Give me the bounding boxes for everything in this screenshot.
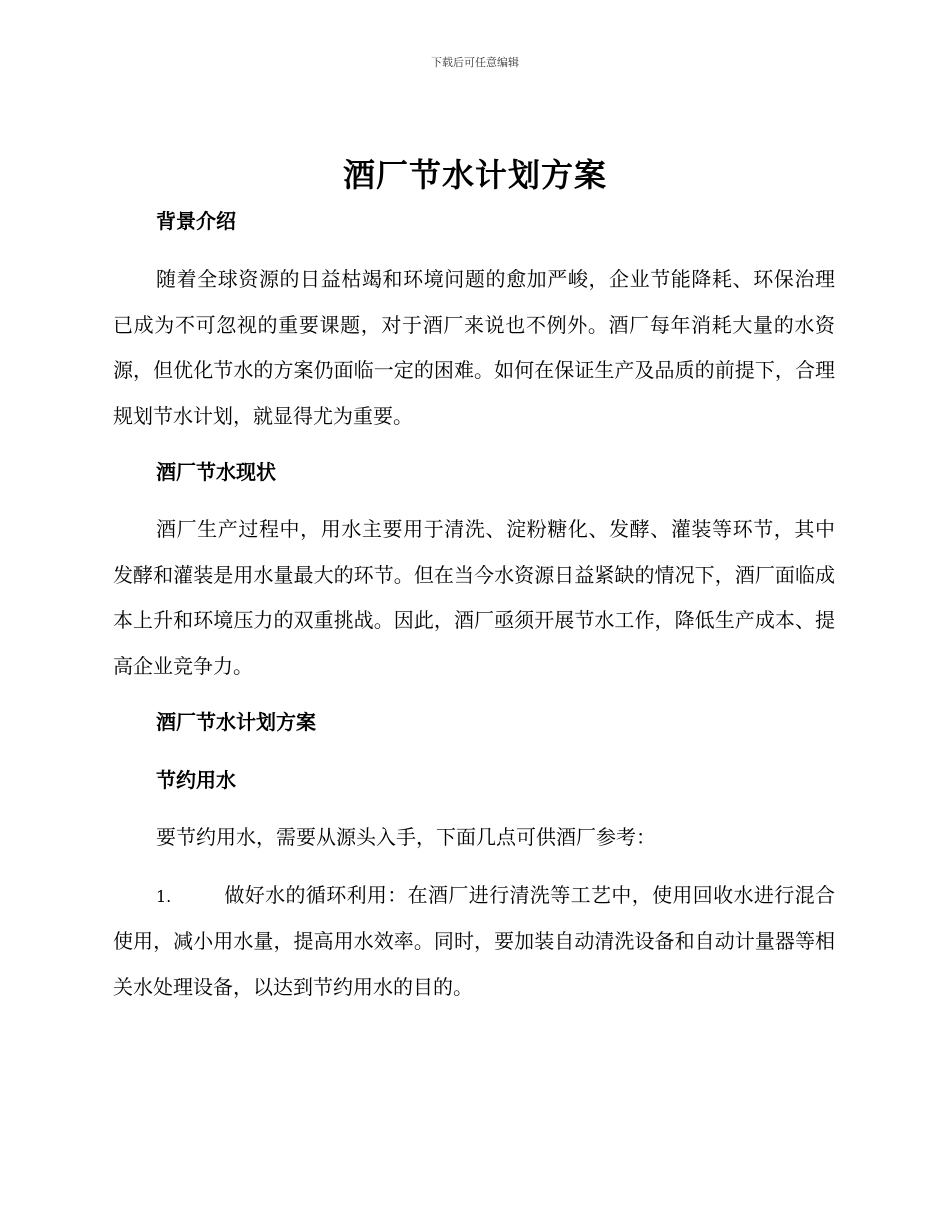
paragraph-save-intro: 要节约用水，需要从源头入手，下面几点可供酒厂参考： xyxy=(156,825,656,849)
document-title: 酒厂节水计划方案 xyxy=(342,156,607,194)
document-body xyxy=(113,198,835,1010)
list-item-text: 做好水的循环利用：在酒厂进行清洗等工艺中，使用回收水进行混合使用，减小用水量，提高用水效率。同时，要加装自动清洗设备和自动计量器等相关水处理设备，以达到节约用水的目的。 xyxy=(113,882,835,999)
list-item-1 xyxy=(113,873,835,1011)
paragraph-status: 酒厂生产过程中，用水主要用于清洗、淀粉糖化、发酵、灌装等环节，其中发酵和灌装是用水量最大的环节。但在当今水资源日益紧缺的情况下，酒厂面临成本上升和环境压力的双重挑战。因此，酒厂亟须开展节水工作，降低生产成本、提高企业竞争力。 xyxy=(113,517,835,678)
section-heading-save-water: 节约用水 xyxy=(156,768,236,792)
header-note: 下载后可任意编辑 xyxy=(431,56,519,69)
section-heading-background: 背景介绍 xyxy=(156,209,236,233)
paragraph-background: 随着全球资源的日益枯竭和环境问题的愈加严峻，企业节能降耗、环保治理已成为不可忽视的重要课题，对于酒厂来说也不例外。酒厂每年消耗大量的水资源，但优化节水的方案仍面临一定的困难。如何在保证生产及品质的前提下，合理规划节水计划，就显得尤为重要。 xyxy=(113,267,835,428)
section-heading-plan: 酒厂节水计划方案 xyxy=(156,710,316,734)
section-heading-status: 酒厂节水现状 xyxy=(156,460,276,484)
list-item-number: 1. xyxy=(156,886,172,906)
